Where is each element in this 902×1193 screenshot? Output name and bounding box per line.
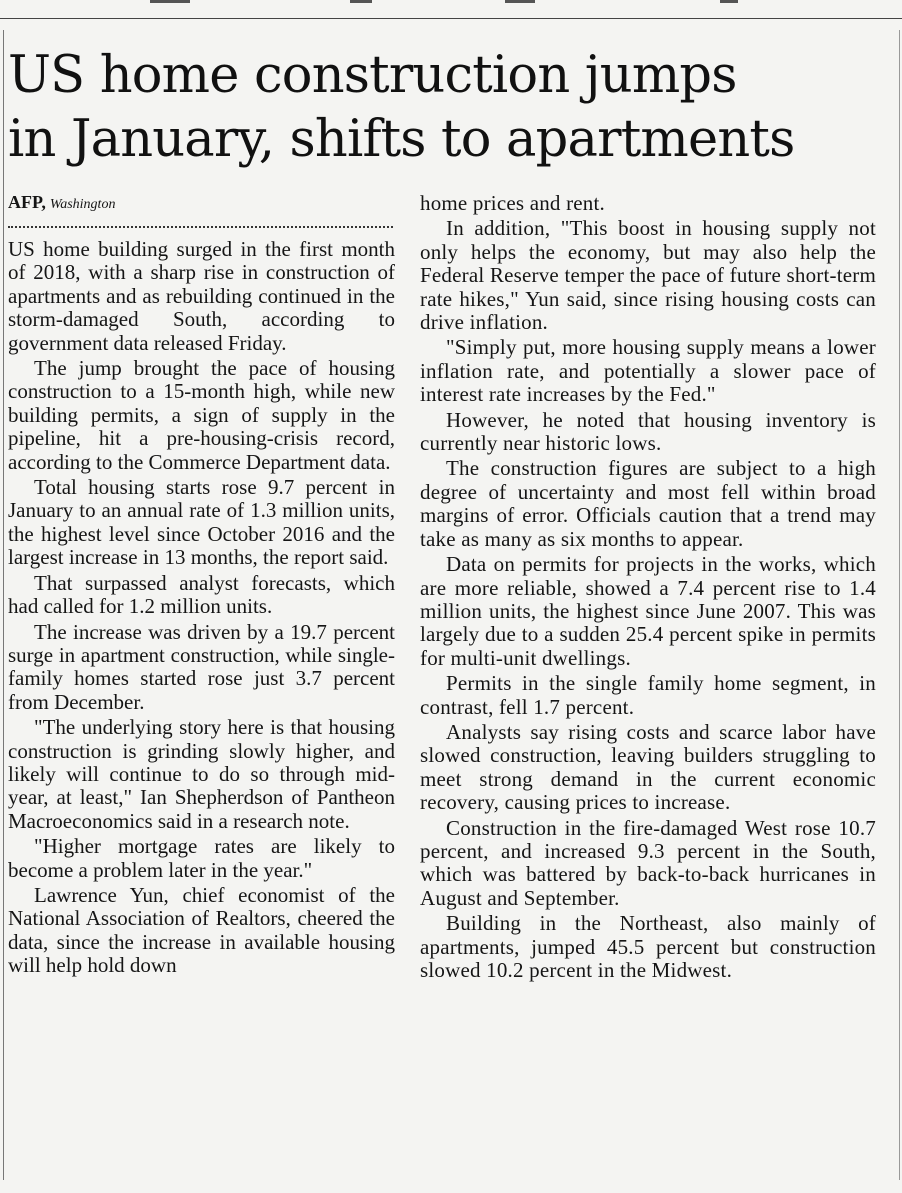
top-cropped-edge xyxy=(0,0,902,6)
byline-agency: AFP, xyxy=(8,192,46,212)
right-paragraph-8: Analysts say rising costs and scarce labor have slowed construction, leaving builders struggling to meet strong demand in the current economic recovery, causing prices to increase. xyxy=(420,719,876,815)
headline-line-2: in January, shifts to apartments xyxy=(8,110,795,169)
headline-line-1: US home construction jumps xyxy=(8,46,737,105)
top-divider-rule xyxy=(0,18,902,19)
byline-dotted-separator xyxy=(8,226,393,228)
paragraph-6: "The underlying story here is that housing construction is grinding slowly higher, and likely will continue to do so through mid-year, at least," Ian Shepherdson of Pantheon Macroeconomics said in a research note. xyxy=(8,715,395,833)
article-column-left xyxy=(8,192,395,980)
right-paragraph-10: Building in the Northeast, also mainly of apartments, jumped 45.5 percent but construction slowed 10.2 percent in the Midwest. xyxy=(420,911,876,982)
headline xyxy=(8,44,898,172)
right-paragraph-5: The construction figures are subject to a high degree of uncertainty and most fell within broad margins of error. Officials caution that a trend may take as many as six months to appear. xyxy=(420,456,876,551)
paragraph-1: US home building surged in the first month of 2018, with a sharp rise in construction of apartments and as rebuilding continued in the storm-damaged South, according to government data released Friday. xyxy=(8,237,395,355)
paragraph-8: Lawrence Yun, chief economist of the National Association of Realtors, cheered the data, since the increase in available housing will help hold down xyxy=(8,882,395,978)
right-paragraph-2: In addition, "This boost in housing supply not only helps the economy, but may also help the Federal Reserve temper the pace of future short-term rate hikes," Yun said, since rising housing costs can drive inflation. xyxy=(420,216,876,335)
left-column-rule xyxy=(3,30,4,1180)
paragraph-7: "Higher mortgage rates are likely to become a problem later in the year." xyxy=(8,834,395,882)
right-paragraph-6: Data on permits for projects in the works, which are more reliable, showed a 7.4 percent rise to 1.4 million units, the highest since June 2007. This was largely due to a sudden 25.4 percent spike in permits for multi-unit dwellings. xyxy=(420,552,876,670)
right-paragraph-3: "Simply put, more housing supply means a lower inflation rate, and potentially a slower pace of interest rate increases by the Fed." xyxy=(420,335,876,407)
paragraph-3: Total housing starts rose 9.7 percent in January to an annual rate of 1.3 million units, the highest level since October 2016 and the largest increase in 13 months, the report said. xyxy=(8,475,395,570)
article-column-right xyxy=(420,192,876,984)
right-paragraph-7: Permits in the single family home segment, in contrast, fell 1.7 percent. xyxy=(420,671,876,719)
byline xyxy=(8,192,395,214)
right-paragraph-4: However, he noted that housing inventory is currently near historic lows. xyxy=(420,407,876,456)
right-column-rule xyxy=(899,30,900,1180)
paragraph-5: The increase was driven by a 19.7 percent surge in apartment construction, while single-family homes started rose just 3.7 percent from December. xyxy=(8,619,395,714)
byline-dateline: Washington xyxy=(49,197,116,212)
right-paragraph-9: Construction in the fire-damaged West rose 10.7 percent, and increased 9.3 percent in the South, which was battered by back-to-back hurricanes in August and September. xyxy=(420,815,876,910)
paragraph-2: The jump brought the pace of housing construction to a 15-month high, while new building permits, a sign of supply in the pipeline, hit a pre-housing-crisis record, according to the Commerce Department data. xyxy=(8,356,395,474)
right-paragraph-1: home prices and rent. xyxy=(420,191,605,215)
paragraph-4: That surpassed analyst forecasts, which had called for 1.2 million units. xyxy=(8,570,395,619)
